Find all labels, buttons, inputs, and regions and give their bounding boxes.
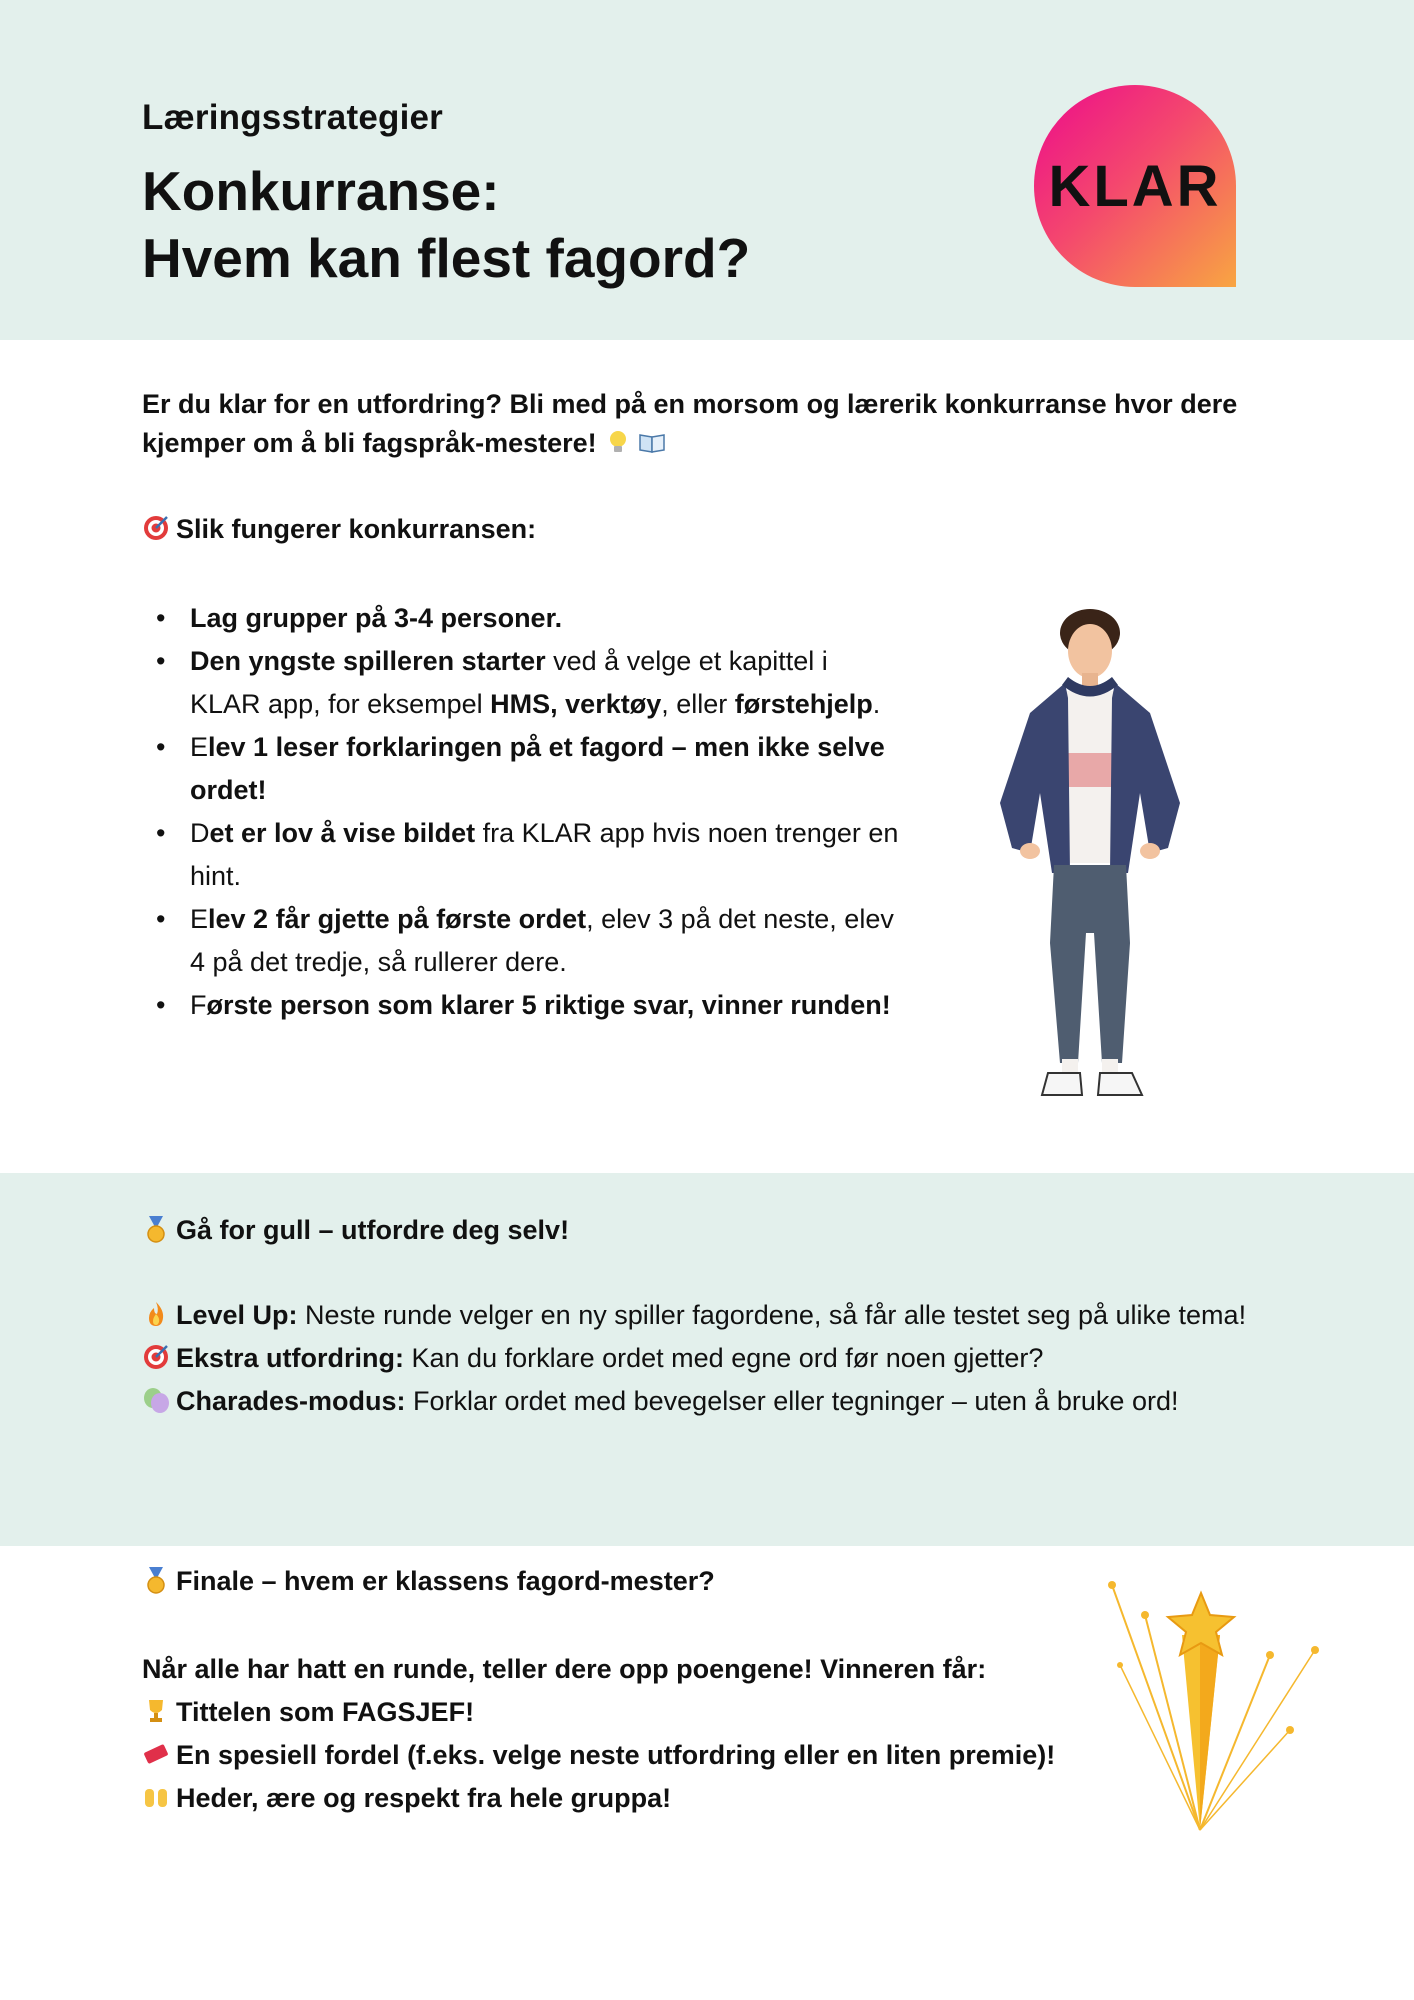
- rule-item: [142, 812, 902, 898]
- intro-paragraph: [142, 385, 1282, 463]
- prize-item: [142, 1734, 1062, 1777]
- rule-item: [142, 726, 902, 812]
- header-band: [0, 0, 1414, 340]
- prize-section: [142, 1648, 1062, 1820]
- fire-icon: [142, 1300, 170, 1328]
- rule-text: , eller: [661, 689, 735, 719]
- shooting-stars-illustration: [1100, 1575, 1330, 1845]
- medal-icon: [142, 1566, 170, 1594]
- medal-icon: [142, 1215, 170, 1243]
- rule-text: E: [190, 732, 209, 762]
- ticket-icon: [142, 1740, 170, 1768]
- rule-text: F: [190, 990, 207, 1020]
- rule-item: [142, 597, 902, 640]
- student-illustration: [990, 603, 1190, 1123]
- rule-text: , elev 3 på det neste, elev 4 på det tredje, så rullerer dere.: [190, 904, 894, 977]
- challenge-list: [142, 1294, 1262, 1423]
- rule-bold: lev 1 leser forklaringen på et fagord – men ikke selve ordet!: [190, 732, 885, 805]
- prize-text: Heder, ære og respekt fra hele gruppa!: [176, 1783, 672, 1813]
- rule-text: .: [872, 689, 881, 719]
- masks-icon: [142, 1386, 170, 1414]
- challenge-item: [142, 1380, 1262, 1423]
- finale-heading-text: Finale – hvem er klassens fagord-mester?: [176, 1566, 715, 1596]
- finale-heading: [142, 1566, 715, 1597]
- rule-text: E: [190, 904, 209, 934]
- prize-text: En spesiell fordel (f.eks. velge neste utfordring eller en liten premie)!: [176, 1740, 1056, 1770]
- challenge-item: [142, 1337, 1262, 1380]
- how-heading-text: Slik fungerer konkurransen:: [176, 514, 537, 544]
- rule-text: fra KLAR app hvis noen trenger en hint.: [190, 818, 899, 891]
- raised-hands-icon: [142, 1783, 170, 1811]
- challenge-label: Charades-modus:: [176, 1386, 406, 1416]
- rules-list: [142, 597, 902, 1027]
- how-heading: [142, 514, 536, 545]
- prize-item: [142, 1777, 1062, 1820]
- rule-item: [142, 984, 902, 1027]
- challenge-label: Ekstra utfordring:: [176, 1343, 405, 1373]
- rule-bold: Den yngste spilleren starter: [190, 646, 546, 676]
- intro-text: Er du klar for en utfordring? Bli med på en morsom og lærerik konkurranse hvor dere kjemper om å bli fagspråk-mestere!: [142, 389, 1238, 458]
- open-book-icon: [638, 428, 666, 456]
- target-icon: [142, 1343, 170, 1371]
- rule-item: [142, 640, 902, 726]
- challenge-text: Forklar ordet med bevegelser eller tegninger – uten å bruke ord!: [405, 1386, 1179, 1416]
- rule-text: D: [190, 818, 210, 848]
- klar-logo: [1034, 85, 1236, 287]
- gold-heading-text: Gå for gull – utfordre deg selv!: [176, 1215, 570, 1245]
- rule-bold: et er lov å vise bildet: [209, 818, 476, 848]
- logo-text: KLAR: [1048, 153, 1222, 219]
- rule-item: [142, 898, 902, 984]
- trophy-icon: [142, 1697, 170, 1725]
- rule-text: ved å velge et kapittel i KLAR app, for eksempel: [190, 646, 828, 719]
- page-title: [142, 158, 750, 292]
- challenge-item: [142, 1294, 1262, 1337]
- rule-bold: førstehjelp: [734, 689, 873, 719]
- challenge-label: Level Up:: [176, 1300, 298, 1330]
- rule-bold: Lag grupper på 3-4 personer.: [190, 603, 563, 633]
- rule-bold: HMS, verktøy: [490, 689, 662, 719]
- prize-text: Tittelen som FAGSJEF!: [176, 1697, 475, 1727]
- lightbulb-icon: [604, 428, 632, 456]
- title-line-1: Konkurranse:: [142, 160, 500, 222]
- rule-bold: ørste person som klarer 5 riktige svar, vinner runden!: [206, 990, 891, 1020]
- challenge-text: Kan du forklare ordet med egne ord før noen gjetter?: [404, 1343, 1044, 1373]
- target-icon: [142, 514, 170, 542]
- prize-item: [142, 1691, 1062, 1734]
- challenge-text: Neste runde velger en ny spiller fagordene, så får alle testet seg på ulike tema!: [297, 1300, 1247, 1330]
- rule-bold: lev 2 får gjette på første ordet: [208, 904, 587, 934]
- prize-lead: Når alle har hatt en runde, teller dere opp poengene! Vinneren får:: [142, 1654, 987, 1684]
- eyebrow: Læringsstrategier: [142, 98, 443, 137]
- title-line-2: Hvem kan flest fagord?: [142, 227, 751, 289]
- gold-heading: [142, 1215, 569, 1246]
